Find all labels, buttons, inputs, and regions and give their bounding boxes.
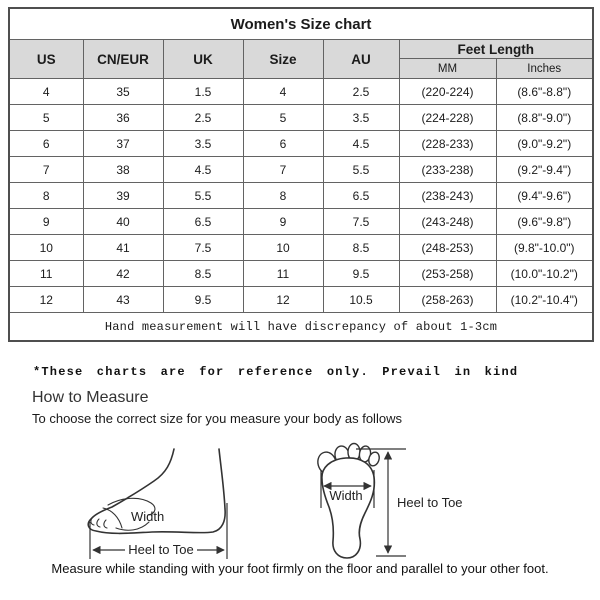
- table-cell: 5.5: [163, 183, 243, 209]
- table-row: [9, 287, 593, 313]
- table-cell: 6.5: [163, 209, 243, 235]
- how-to-measure-heading: How to Measure: [32, 389, 149, 406]
- column-header-cn-eur: CN/EUR: [83, 40, 163, 79]
- table-cell: (258-263): [399, 287, 496, 313]
- table-cell: (10.0"-10.2"): [496, 261, 593, 287]
- table-cell: 38: [83, 157, 163, 183]
- table-row: [9, 157, 593, 183]
- column-header-mm: MM: [399, 59, 496, 79]
- table-row: [9, 105, 593, 131]
- table-cell: 3.5: [163, 131, 243, 157]
- table-title: Women's Size chart: [9, 8, 593, 40]
- table-row: [9, 261, 593, 287]
- table-cell: (8.6"-8.8"): [496, 79, 593, 105]
- table-cell: (9.4"-9.6"): [496, 183, 593, 209]
- table-cell: 5: [9, 105, 83, 131]
- table-cell: 10: [9, 235, 83, 261]
- table-cell: 5.5: [323, 157, 399, 183]
- table-cell: 11: [243, 261, 323, 287]
- table-cell: 2.5: [163, 105, 243, 131]
- side-view-heel-to-toe-label: Heel to Toe: [128, 542, 194, 557]
- table-cell: 10.5: [323, 287, 399, 313]
- column-header-inches: Inches: [496, 59, 593, 79]
- table-cell: 41: [83, 235, 163, 261]
- table-cell: (243-248): [399, 209, 496, 235]
- table-cell: 8.5: [163, 261, 243, 287]
- column-header-feet-length: Feet Length: [399, 40, 593, 59]
- table-cell: 4: [243, 79, 323, 105]
- table-cell: 9: [243, 209, 323, 235]
- table-cell: (233-238): [399, 157, 496, 183]
- table-cell: (9.6"-9.8"): [496, 209, 593, 235]
- table-cell: 9.5: [163, 287, 243, 313]
- size-table-body: [9, 79, 593, 313]
- table-cell: 8.5: [323, 235, 399, 261]
- table-cell: 8: [243, 183, 323, 209]
- measure-caption: Measure while standing with your foot firmly on the floor and parallel to your other foot.: [51, 561, 549, 576]
- table-cell: 11: [9, 261, 83, 287]
- table-row: [9, 183, 593, 209]
- table-cell: 1.5: [163, 79, 243, 105]
- table-cell: (9.8"-10.0"): [496, 235, 593, 261]
- table-cell: (9.0"-9.2"): [496, 131, 593, 157]
- table-cell: 6: [9, 131, 83, 157]
- column-header-us: US: [9, 40, 83, 79]
- table-cell: 35: [83, 79, 163, 105]
- table-cell: 3.5: [323, 105, 399, 131]
- reference-note: *These charts are for reference only. Prevail in kind: [33, 365, 519, 379]
- womens-size-chart-table: [8, 7, 594, 342]
- table-cell: 12: [9, 287, 83, 313]
- table-cell: 4.5: [163, 157, 243, 183]
- table-cell: 40: [83, 209, 163, 235]
- table-row: [9, 131, 593, 157]
- table-cell: 5: [243, 105, 323, 131]
- side-view-width-label: Width: [131, 509, 165, 524]
- how-to-measure-subtitle: To choose the correct size for you measure your body as follows: [32, 411, 402, 426]
- table-footnote: Hand measurement will have discrepancy of about 1-3cm: [9, 313, 593, 342]
- table-cell: (10.2"-10.4"): [496, 287, 593, 313]
- table-cell: (220-224): [399, 79, 496, 105]
- table-cell: 8: [9, 183, 83, 209]
- table-row: [9, 235, 593, 261]
- table-cell: (228-233): [399, 131, 496, 157]
- table-cell: 7: [243, 157, 323, 183]
- table-row: [9, 79, 593, 105]
- table-cell: 7: [9, 157, 83, 183]
- table-cell: 4.5: [323, 131, 399, 157]
- table-cell: 4: [9, 79, 83, 105]
- table-row: [9, 209, 593, 235]
- table-cell: 12: [243, 287, 323, 313]
- table-cell: 42: [83, 261, 163, 287]
- column-header-uk: UK: [163, 40, 243, 79]
- table-cell: 9.5: [323, 261, 399, 287]
- table-cell: 6.5: [323, 183, 399, 209]
- table-cell: 39: [83, 183, 163, 209]
- footprint-width-label: Width: [329, 488, 363, 503]
- footprint-heel-to-toe-label: Heel to Toe: [397, 495, 463, 510]
- column-header-au: AU: [323, 40, 399, 79]
- table-cell: (8.8"-9.0"): [496, 105, 593, 131]
- measurement-diagram: [0, 438, 600, 562]
- table-cell: (224-228): [399, 105, 496, 131]
- table-cell: 9: [9, 209, 83, 235]
- table-cell: 43: [83, 287, 163, 313]
- table-cell: 36: [83, 105, 163, 131]
- table-cell: 7.5: [163, 235, 243, 261]
- table-cell: (9.2"-9.4"): [496, 157, 593, 183]
- table-cell: (238-243): [399, 183, 496, 209]
- column-header-size: Size: [243, 40, 323, 79]
- table-cell: 7.5: [323, 209, 399, 235]
- table-cell: 6: [243, 131, 323, 157]
- table-cell: 10: [243, 235, 323, 261]
- table-cell: 37: [83, 131, 163, 157]
- table-cell: (253-258): [399, 261, 496, 287]
- table-cell: 2.5: [323, 79, 399, 105]
- table-cell: (248-253): [399, 235, 496, 261]
